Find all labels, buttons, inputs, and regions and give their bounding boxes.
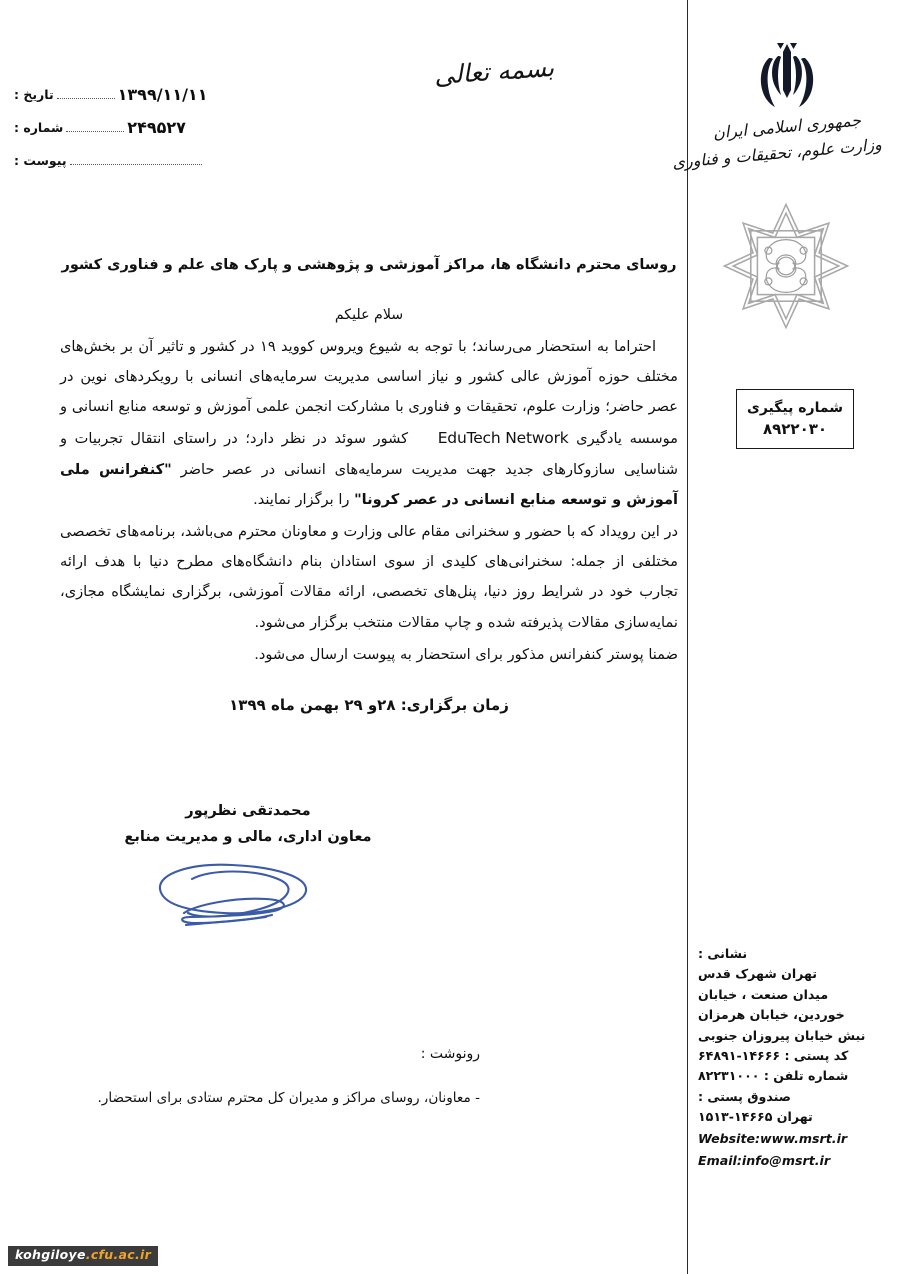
meta-row-number bbox=[14, 105, 209, 138]
address-label: نشانی : bbox=[698, 946, 748, 961]
tracking-value: ۸۹۲۲۰۳۰ bbox=[762, 420, 828, 439]
letter-meta-block bbox=[14, 72, 209, 182]
signature-block bbox=[118, 798, 378, 949]
phone-number: شماره تلفن : ۸۲۲۳۱۰۰۰ bbox=[698, 1068, 849, 1084]
signatory-title: معاون اداری، مالی و مدیریت منابع bbox=[124, 827, 372, 845]
pobox-label: صندوق پستی : bbox=[698, 1088, 791, 1104]
date-rule bbox=[57, 97, 115, 99]
para1-part-c: را برگزار نمایند. bbox=[253, 490, 355, 508]
number-value: ۲۴۹۵۲۷ bbox=[127, 118, 186, 137]
paragraph-1 bbox=[60, 332, 678, 515]
cc-item: - معاونان، روسای مراکز و مدیران کل محترم ستادی برای استحضار. bbox=[97, 1090, 480, 1106]
letter-body bbox=[60, 255, 678, 714]
email-line: Email:info@msrt.ir bbox=[698, 1152, 831, 1168]
date-value: ۱۳۹۹/۱۱/۱۱ bbox=[117, 85, 208, 104]
date-label: تاریخ : bbox=[14, 87, 54, 102]
address-block bbox=[698, 944, 878, 1172]
para1-part-a: احتراما به استحضار می‌رساند؛ با توجه به شیوع ویروس کووید ۱۹ در کشور و تاثیر آن بر بخش‌های مختلف حوزه آموزش عالی کشور و نیاز اساسی مدیریت سرمایه‌های انسانی با رویکردهای نوین در عصر حاضر؛ وزارت علوم، تحقیقات و فناوری با مشارکت انجمن علمی آموزش و توسعه منابع انسانی و موسسه یادگیری bbox=[60, 337, 678, 448]
para1-part-b: کشور سوئد در نظر دارد؛ در راستای انتقال تجربیات و شناسایی سازوکارهای جدید جهت مدیریت سرمایه‌های انسانی در عصر حاضر bbox=[60, 430, 678, 478]
tracking-label: شماره پیگیری bbox=[747, 399, 843, 416]
islamic-star-rosette-icon bbox=[720, 200, 852, 332]
paragraph-2: در این رویداد که با حضور و سخنرانی مقام عالی وزارت و معاونان محترم می‌باشد، برنامه‌های تخصصی مختلفی از جمله: سخنرانی‌های کلیدی از سوی استادان بنام دانشگاه‌های مطرح دنیا با هدف ارائه تجارب خود در شرایط روز دنیا، پنل‌های تخصصی، ارائه مقالات آموزشی، برگزاری نمایشگاه مجازی، نمایه‌سازی مقالات پذیرفته شده و چاپ مقالات منتخب برگزار می‌شود. bbox=[60, 522, 678, 631]
watermark-prefix: kohgiloye bbox=[15, 1247, 86, 1262]
ministry-name: وزارت علوم، تحقیقات و فناوری bbox=[671, 134, 883, 172]
handwritten-signature-icon bbox=[148, 853, 348, 945]
signatory-name: محمدتقی نظرپور bbox=[185, 802, 311, 819]
address-line-1: تهران شهرک قدس bbox=[698, 966, 818, 982]
address-line-3: خوردین، خیابان هرمزان bbox=[698, 1007, 845, 1023]
paragraph-3: ضمنا پوستر کنفرانس مذکور برای استحضار به پیوست ارسال می‌شود. bbox=[254, 645, 678, 663]
cc-title: رونوشت : bbox=[420, 1046, 480, 1062]
address-line-2: میدان صنعت ، خیابان bbox=[698, 986, 829, 1002]
attachment-label: پیوست : bbox=[14, 153, 67, 168]
meta-row-attachment bbox=[14, 138, 209, 171]
postal-code: کد پستی : ۱۴۶۶۶-۶۴۸۹۱ bbox=[698, 1047, 849, 1063]
watermark-suffix: .cfu.ac.ir bbox=[85, 1247, 152, 1262]
event-date-line: زمان برگزاری: ۲۸و ۲۹ بهمن ماه ۱۳۹۹ bbox=[229, 695, 509, 714]
ministry-header bbox=[671, 36, 883, 172]
conference-title: "کنفرانس ملی آموزش و توسعه منابع انسانی در عصر کرونا" bbox=[60, 460, 678, 508]
edutech-network-name: EduTech Network bbox=[437, 429, 569, 448]
website-line: Website:www.msrt.ir bbox=[698, 1130, 848, 1146]
column-divider bbox=[687, 0, 688, 1274]
source-watermark bbox=[8, 1246, 158, 1266]
bismillah-text: بسمه تعالی bbox=[433, 52, 555, 90]
number-label: شماره : bbox=[14, 120, 64, 135]
pobox-value: تهران ۱۴۶۶۵-۱۵۱۳ bbox=[698, 1109, 813, 1125]
recipient-line: روسای محترم دانشگاه ها، مراکز آموزشی و پژوهشی و پارک های علم و فناوری کشور bbox=[61, 257, 677, 273]
iran-emblem-icon bbox=[750, 36, 824, 108]
tracking-number-box bbox=[736, 389, 854, 449]
number-rule bbox=[66, 130, 124, 132]
country-name: جمهوری اسلامی ایران bbox=[712, 110, 862, 143]
attachment-rule bbox=[70, 163, 202, 165]
meta-row-date bbox=[14, 72, 209, 105]
address-line-4: نبش خیابان پیروزان جنوبی bbox=[698, 1027, 866, 1043]
cc-block bbox=[60, 1046, 480, 1106]
greeting-line: سلام علیکم bbox=[334, 306, 404, 323]
